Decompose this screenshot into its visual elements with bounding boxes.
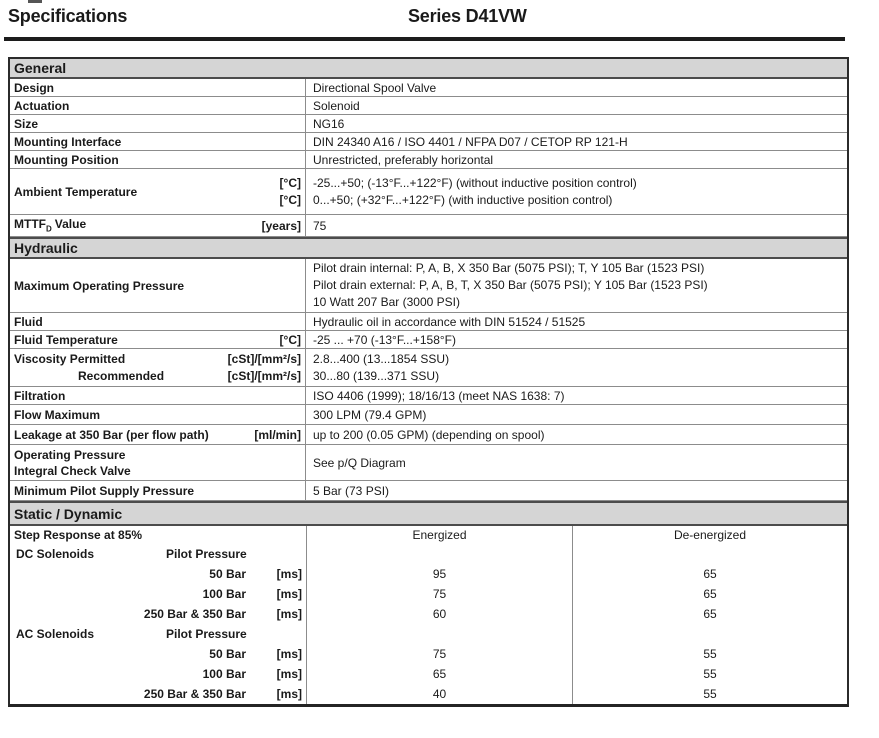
row-label-cell [10,259,306,312]
row-value-cell [306,215,847,236]
mttf-label [14,217,86,233]
row-value-line: Pilot drain external: P, A, B, T, X 350 Bar (5075 PSI); Y 105 Bar (1523 PSI) [313,278,708,292]
row-label: Leakage at 350 Bar (per flow path) [14,427,209,442]
row-label: Size [14,116,39,131]
header-rule [4,37,845,41]
ac-250bar-label [10,684,306,704]
row-fluid [10,313,847,331]
row-filtration [10,387,847,405]
energized-header: Energized [412,528,467,542]
row-value-cell [306,169,847,214]
row-label-cell [10,169,306,214]
row-check-valve [10,445,847,481]
row-label-cell [10,313,306,330]
spacer [573,544,847,564]
row-value: DIN 24340 A16 / ISO 4401 / NFPA D07 / CETOP RP 121-H [313,134,628,149]
dc-250bar-label [10,604,306,624]
row-actuation [10,97,847,115]
pressure-label: 250 Bar & 350 Bar [143,687,246,701]
mttf-subscript: D [46,224,52,234]
spacer [307,624,572,644]
pressure-label: 50 Bar [209,647,246,661]
row-value: up to 200 (0.05 GPM) (depending on spool) [313,427,545,442]
row-value-cell [306,151,847,168]
row-label-cell [10,97,306,114]
specifications-table [8,57,849,707]
row-ambient-temperature [10,169,847,215]
pressure-label: 100 Bar [202,587,246,601]
deenergized-header: De-energized [673,528,747,542]
row-value-cell [306,259,847,312]
row-flow-maximum [10,405,847,425]
spacer [307,544,572,564]
mttf-label-rest: Value [54,217,87,232]
row-label: Filtration [14,388,66,403]
row-value-cell [306,313,847,330]
static-dynamic-body [10,526,847,704]
row-label: Recommended [78,368,165,383]
row-label: Fluid Temperature [14,332,118,347]
unit-ms: [ms] [276,687,302,701]
energized-column [306,526,572,704]
row-value-cell [306,481,847,500]
row-label: Actuation [14,98,70,113]
ac-100bar-label [10,664,306,684]
dc-50bar-deenergized: 65 [703,567,717,581]
series-title: Series D41VW [408,6,527,26]
ac-solenoids-label: AC Solenoids [16,627,95,641]
row-value: Unrestricted, preferably horizontal [313,152,494,167]
unit-ms: [ms] [276,587,302,601]
row-label: Mounting Interface [14,134,122,149]
row-value-cell [306,425,847,444]
row-label: Maximum Operating Pressure [14,278,185,293]
ac-solenoids-row [10,624,306,644]
row-label-cell [10,387,306,404]
row-value: 300 LPM (79.4 GPM) [313,407,427,422]
row-value-cell [306,133,847,150]
row-label-cell [10,115,306,132]
row-value-cell [306,405,847,424]
ac-50bar-label [10,644,306,664]
row-value-line: 30...80 (139...371 SSU) [313,368,440,383]
row-size [10,115,847,133]
section-header-hydraulic: Hydraulic [10,237,847,259]
pressure-label: 250 Bar & 350 Bar [143,607,246,621]
dc-250bar-deenergized: 65 [703,607,717,621]
section-header-static-dynamic: Static / Dynamic [10,501,847,526]
row-max-operating-pressure [10,259,847,313]
row-mounting-interface [10,133,847,151]
dc-100bar-energized: 75 [432,587,447,601]
dc-50bar-energized: 95 [432,567,447,581]
row-label: Viscosity Permitted [14,351,126,366]
row-value: 75 [313,218,327,233]
row-label: Flow Maximum [14,407,101,422]
row-value-cell [306,445,847,480]
row-min-pilot-pressure [10,481,847,501]
pressure-label: 50 Bar [209,567,246,581]
row-label-cell [10,349,306,386]
row-value-cell [306,115,847,132]
unit-celsius: [°C] [279,332,301,347]
row-units [280,175,301,209]
dc-100bar-deenergized: 65 [703,587,717,601]
row-label: Ambient Temperature [14,184,138,199]
ac-250bar-deenergized: 55 [703,687,717,701]
mttf-label-text: MTTF [14,217,46,232]
pilot-pressure-label: Pilot Pressure [166,547,247,561]
scan-artifact [28,0,42,3]
row-label-cell [10,425,306,444]
step-response-label: Step Response at 85% [14,528,143,542]
unit-ms: [ms] [276,647,302,661]
row-value-cell [306,79,847,96]
row-label-cell [10,151,306,168]
row-label: Design [14,80,55,95]
row-label-cell [10,215,306,236]
dc-50bar-label [10,564,306,584]
unit-ms: [ms] [276,567,302,581]
ac-50bar-deenergized: 55 [703,647,717,661]
row-label-cell [10,133,306,150]
row-value: Solenoid [313,98,360,113]
ac-100bar-energized: 65 [432,667,447,681]
unit-ml-min: [ml/min] [254,427,301,442]
dc-solenoids-label: DC Solenoids [16,547,95,561]
pilot-pressure-label: Pilot Pressure [166,627,247,641]
row-label-line: Integral Check Valve [14,463,131,478]
row-value: Hydraulic oil in accordance with DIN 51524 / 51525 [313,314,586,329]
unit-ms: [ms] [276,607,302,621]
row-value-cell [306,387,847,404]
row-value: See p/Q Diagram [313,455,406,470]
ac-250bar-energized: 40 [432,687,447,701]
row-fluid-temperature [10,331,847,349]
row-value: 5 Bar (73 PSI) [313,483,390,498]
row-leakage [10,425,847,445]
page-title: Specifications [8,6,128,26]
row-value-line: 10 Watt 207 Bar (3000 PSI) [313,295,460,309]
static-label-column [10,526,306,704]
row-label-cell [10,405,306,424]
row-value: Directional Spool Valve [313,80,437,95]
deenergized-column [572,526,847,704]
row-value-line: -25...+50; (-13°F...+122°F) (without inductive position control) [313,175,637,190]
row-label-cell [10,445,306,480]
row-value-line: 0...+50; (+32°F...+122°F) (with inductive position control) [313,192,613,207]
unit-ms: [ms] [276,667,302,681]
row-label: Minimum Pilot Supply Pressure [14,483,195,498]
pressure-label: 100 Bar [202,667,246,681]
dc-solenoids-row [10,544,306,564]
ac-100bar-deenergized: 55 [703,667,717,681]
unit-celsius: [°C] [279,175,301,190]
row-value: ISO 4406 (1999); 18/16/13 (meet NAS 1638: 7) [313,388,565,403]
viscosity-recommended-line [14,368,301,385]
row-value-cell [306,97,847,114]
unit-celsius: [°C] [279,192,301,207]
dc-100bar-label [10,584,306,604]
row-label-line: Operating Pressure [14,447,126,462]
unit-cst: [cSt]/[mm²/s] [227,368,301,383]
row-label-cell [10,331,306,348]
row-label-cell [10,79,306,96]
row-value-line: 2.8...400 (13...1854 SSU) [313,351,450,366]
row-value: NG16 [313,116,345,131]
row-label: Mounting Position [14,152,119,167]
section-header-general: General [10,59,847,79]
row-value-cell [306,331,847,348]
unit-cst: [cSt]/[mm²/s] [227,351,301,366]
row-value-cell [306,349,847,386]
spacer [573,624,847,644]
viscosity-permitted-line [14,351,301,368]
row-viscosity [10,349,847,387]
row-mttf-value [10,215,847,237]
row-mounting-position [10,151,847,169]
row-design [10,79,847,97]
ac-50bar-energized: 75 [432,647,447,661]
dc-250bar-energized: 60 [432,607,447,621]
unit-years: [years] [261,218,301,233]
row-value-line: Pilot drain internal: P, A, B, X 350 Bar (5075 PSI); T, Y 105 Bar (1523 PSI) [313,261,705,275]
row-label-cell [10,481,306,500]
row-value: -25 ... +70 (-13°F...+158°F) [313,332,456,347]
row-label: Fluid [14,314,43,329]
